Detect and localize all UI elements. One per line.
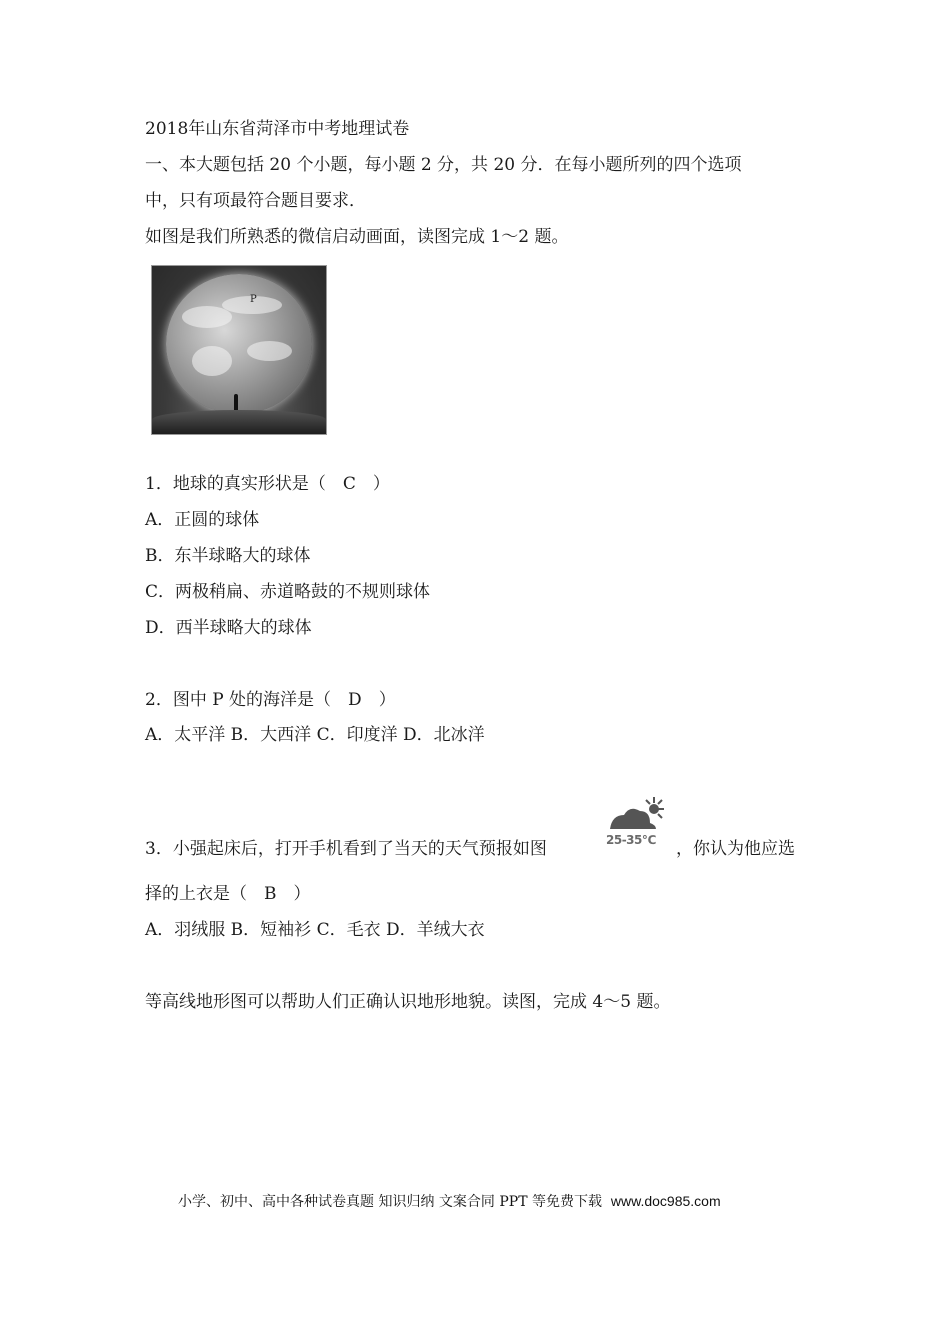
intro-questions-1-2: 如图是我们所熟悉的微信启动画面，读图完成 1～2 题。: [145, 227, 569, 247]
intro-questions-4-5: 等高线地形图可以帮助人们正确认识地形地貌。读图，完成 4～5 题。: [145, 992, 671, 1012]
footer-text: 小学、初中、高中各种试卷真题 知识归纳 文案合同 PPT 等免费下载: [178, 1194, 602, 1210]
section-instructions-line2: 中，只有项最符合题目要求．: [145, 191, 366, 211]
earth-globe: [166, 274, 312, 414]
question-1-option-c: C．两极稍扁、赤道略鼓的不规则球体: [145, 582, 431, 602]
question-1-option-a: A．正圆的球体: [145, 510, 260, 530]
cloudy-sun-icon: [604, 795, 668, 835]
standing-person-icon: [234, 394, 238, 410]
question-2-stem: 2．图中 P 处的海洋是（ D ）: [145, 690, 396, 710]
question-1-option-d: D．西半球略大的球体: [145, 618, 312, 638]
page-title: 2018年山东省菏泽市中考地理试卷: [145, 119, 410, 139]
question-3-stem-part2: ，你认为他应选: [676, 839, 795, 859]
question-3-stem-line2: 择的上衣是（ B ）: [145, 884, 311, 904]
weather-forecast-icon: [604, 795, 668, 851]
question-3-stem-part1: 3．小强起床后，打开手机看到了当天的天气预报如图: [145, 839, 547, 859]
point-p-label: P: [250, 294, 257, 305]
temperature-range: 25-35℃: [606, 833, 656, 847]
question-1-option-b: B．东半球略大的球体: [145, 546, 311, 566]
footer-url[interactable]: www.doc985.com: [610, 1193, 721, 1209]
question-1-stem: 1．地球的真实形状是（ C ）: [145, 474, 390, 494]
page-footer: [178, 1191, 721, 1211]
wechat-earth-image: [151, 265, 327, 435]
question-2-options: A．太平洋 B．大西洋 C．印度洋 D．北冰洋: [145, 725, 485, 745]
section-instructions-line1: 一、本大题包括 20 个小题，每小题 2 分，共 20 分．在每小题所列的四个选项: [145, 155, 742, 175]
question-3-options: A．羽绒服 B．短袖衫 C．毛衣 D．羊绒大衣: [145, 920, 485, 940]
